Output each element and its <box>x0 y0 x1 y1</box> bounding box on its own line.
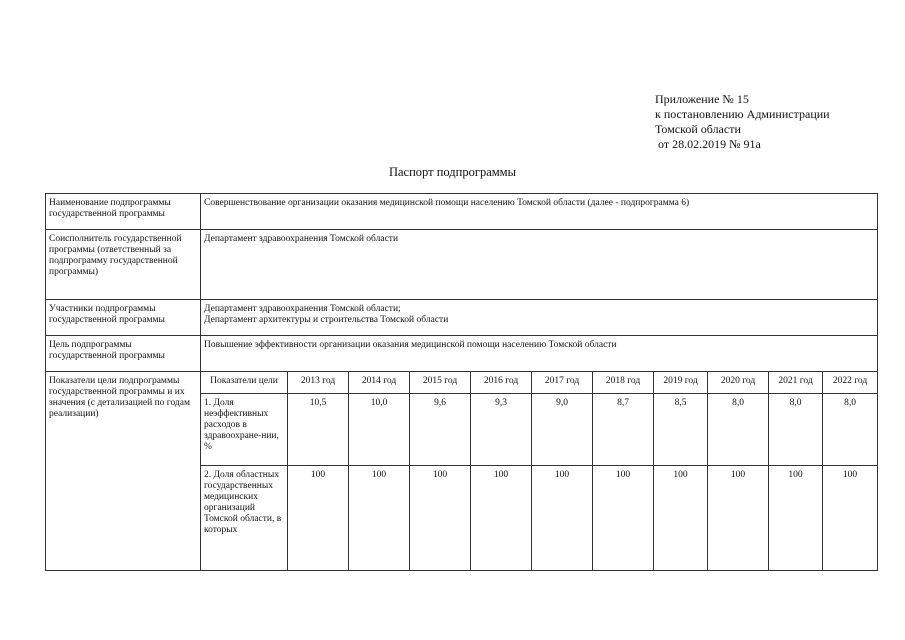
indicator-value: 100 <box>593 466 654 571</box>
indicator-value: 8,5 <box>654 394 708 466</box>
row-label: Участники подпрограммы государственной программы <box>46 300 201 336</box>
table-row <box>46 372 878 394</box>
row-label: Цель подпрограммы государственной программы <box>46 336 201 372</box>
column-header: Показатели цели <box>201 372 288 394</box>
row-label: Соисполнитель государственной программы (ответственный за подпрограмму государственной программы) <box>46 230 201 300</box>
indicator-value: 9,6 <box>410 394 471 466</box>
table-row <box>46 194 878 230</box>
indicator-value: 100 <box>288 466 349 571</box>
indicator-name: 2. Доля областных государственных медицинских организаций Томской области, в которых <box>201 466 288 571</box>
indicator-value: 8,0 <box>708 394 769 466</box>
indicator-value: 100 <box>708 466 769 571</box>
row-value: Департамент здравоохранения Томской области <box>201 230 878 300</box>
indicator-value: 100 <box>471 466 532 571</box>
year-header: 2017 год <box>532 372 593 394</box>
year-header: 2014 год <box>349 372 410 394</box>
indicator-name: 1. Доля неэффективных расходов в здравоохране-нии, % <box>201 394 288 466</box>
year-header: 2013 год <box>288 372 349 394</box>
indicator-value: 8,7 <box>593 394 654 466</box>
indicator-value: 100 <box>654 466 708 571</box>
year-header: 2016 год <box>471 372 532 394</box>
indicator-value: 10,5 <box>288 394 349 466</box>
participant-item: Департамент архитектуры и строительства Томской области <box>204 315 449 325</box>
indicator-value: 10,0 <box>349 394 410 466</box>
table-row <box>46 336 878 372</box>
appendix-line: Приложение № 15 <box>655 92 749 106</box>
row-label: Наименование подпрограммы государственной программы <box>46 194 201 230</box>
indicator-value: 9,0 <box>532 394 593 466</box>
row-value: Повышение эффективности организации оказания медицинской помощи населению Томской области <box>201 336 878 372</box>
appendix-block <box>655 92 830 152</box>
row-value: Совершенствование организации оказания медицинской помощи населению Томской области (далее - подпрограмма 6) <box>201 194 878 230</box>
indicator-value: 100 <box>410 466 471 571</box>
indicator-value: 9,3 <box>471 394 532 466</box>
table-row <box>46 300 878 336</box>
year-header: 2021 год <box>769 372 823 394</box>
appendix-line: Томской области <box>655 122 741 136</box>
appendix-line: к постановлению Администрации <box>655 107 830 121</box>
document-title: Паспорт подпрограммы <box>388 165 516 179</box>
year-header: 2019 год <box>654 372 708 394</box>
year-header: 2018 год <box>593 372 654 394</box>
appendix-date: от 28.02.2019 № 91а <box>658 137 761 151</box>
year-header: 2020 год <box>708 372 769 394</box>
year-header: 2022 год <box>823 372 878 394</box>
participant-item: Департамент здравоохранения Томской области; <box>204 304 401 314</box>
passport-table <box>45 193 878 571</box>
table-row <box>46 230 878 300</box>
indicator-value: 100 <box>349 466 410 571</box>
indicator-value: 100 <box>532 466 593 571</box>
indicator-value: 8,0 <box>769 394 823 466</box>
row-label: Показатели цели подпрограммы государственной программы и их значения (с детализацией по годам реализации) <box>46 372 201 571</box>
indicator-value: 100 <box>823 466 878 571</box>
row-value <box>201 300 878 336</box>
indicator-value: 8,0 <box>823 394 878 466</box>
indicator-value: 100 <box>769 466 823 571</box>
year-header: 2015 год <box>410 372 471 394</box>
